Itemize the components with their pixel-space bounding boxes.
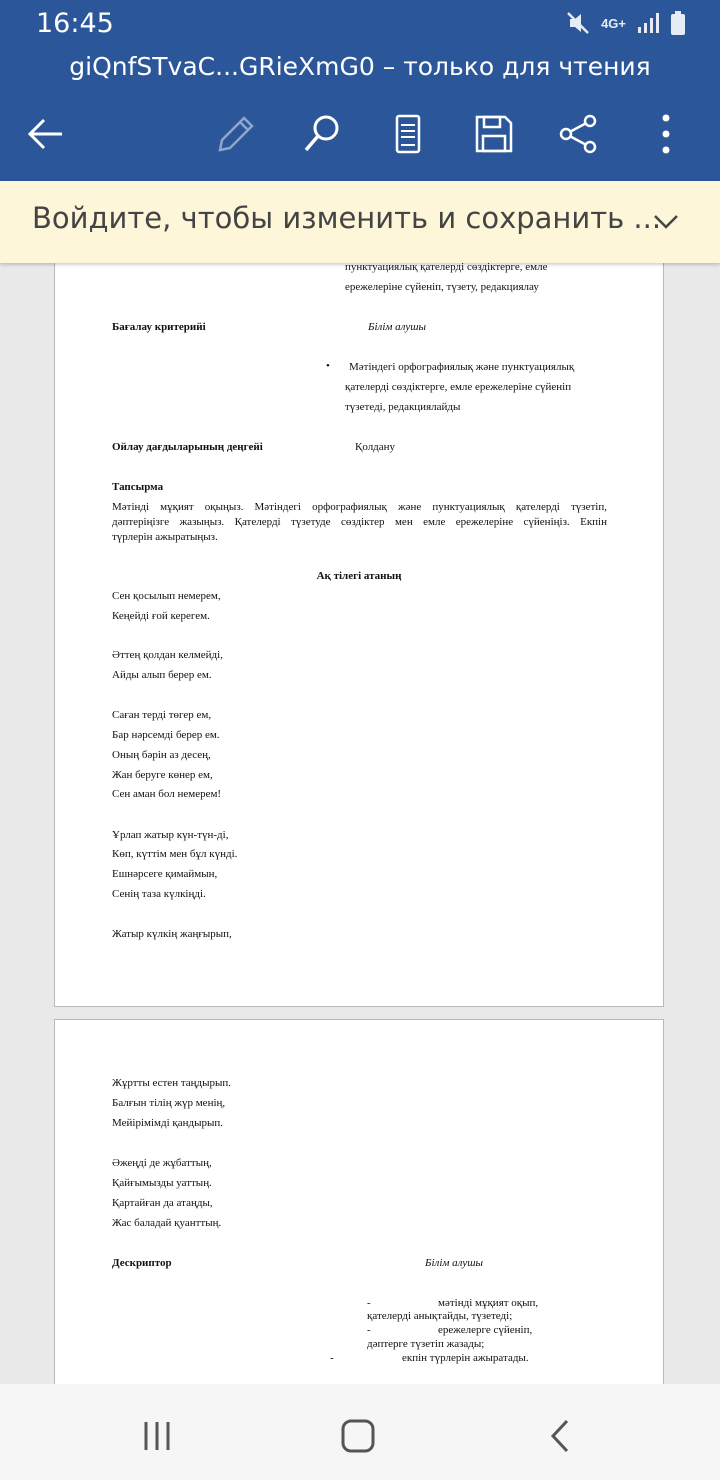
task-line-1: Мәтінді мұқият оқыңыз. Мәтіндегі орфографиялық және пунктуациялық қателерді түзетіп, — [112, 501, 607, 513]
app-header — [0, 0, 720, 181]
save-icon — [472, 112, 516, 156]
thinking-level-value: Қолдану — [355, 441, 396, 453]
poem-line: Қартайған да атаңды, — [112, 1197, 213, 1209]
more-icon — [644, 112, 688, 156]
poem-line: Қайғымызды уаттың. — [112, 1177, 212, 1189]
poem-line: Көп, күттім мен бұл күнді. — [112, 848, 238, 860]
share-icon — [557, 112, 601, 156]
poem-line: Әжеңді де жұбаттың, — [112, 1157, 212, 1169]
bullet-line-2: қателерді сөздіктерге, емле ережелеріне сүйеніп — [345, 381, 572, 393]
chevron-down-icon[interactable] — [650, 208, 682, 236]
descriptor-2-line-1: ережелерге сүйеніп, — [438, 1324, 533, 1336]
descriptor-value: Білім алушы — [425, 1257, 483, 1269]
bullet-mark: • — [326, 360, 330, 372]
edit-button[interactable] — [210, 108, 262, 160]
mute-icon — [565, 10, 591, 36]
poem-line: Кеңейді ғой керегем. — [112, 610, 210, 622]
poem-line: Бар нәрсемді берер ем. — [112, 729, 220, 741]
poem-line: Сен қосылып немерем, — [112, 590, 221, 602]
poem-title: Ақ тілегі атаның — [316, 570, 402, 582]
poem-line: Айды алып берер ем. — [112, 669, 212, 681]
descriptor-3: екпін түрлерін ажыратады. — [402, 1352, 529, 1364]
back-icon — [543, 1418, 579, 1454]
poem-line: Сенің таза күлкіңді. — [112, 888, 206, 900]
reading-view-icon — [386, 112, 430, 156]
back-button[interactable] — [20, 108, 72, 160]
recents-icon — [139, 1418, 175, 1454]
thinking-level-label: Ойлау дағдыларының деңгейі — [112, 441, 263, 453]
poem-line: Ұрлап жатыр күн-түн-ді, — [112, 829, 229, 841]
poem-line: Балғын тілің жүр менің, — [112, 1097, 226, 1109]
status-icons — [565, 10, 686, 36]
descriptor-1-line-1: мәтінді мұқият оқып, — [438, 1297, 539, 1309]
network-type: 4G+ — [601, 15, 626, 31]
search-button[interactable] — [296, 108, 348, 160]
signal-icon — [636, 11, 660, 35]
document-title: giQnfSTvaC...GRieXmG0 – только для чтения — [69, 52, 651, 81]
system-back-button[interactable] — [536, 1411, 586, 1461]
descriptor-2-line-2: дәптерге түзетіп жазады; — [367, 1338, 485, 1350]
descriptor-label: Дескриптор — [112, 1257, 172, 1269]
poem-line: Саған терді төгер ем, — [112, 709, 212, 721]
bullet-line-3: түзетеді, редакциялайды — [345, 401, 461, 413]
document-page-2 — [54, 1019, 664, 1384]
criteria-value: Білім алушы — [368, 321, 426, 333]
document-viewer[interactable] — [0, 263, 720, 1384]
descriptor-dash: - — [367, 1324, 371, 1336]
share-button[interactable] — [553, 108, 605, 160]
task-line-2: дәптеріңізге жазыңыз. Қателерді түзетуде сөздіктер мен емле ережелеріне сүйеніңіз. Екпін — [112, 516, 607, 528]
page1-top-line-partial: пунктуациялық қателерді сөздіктерге, емле — [345, 263, 548, 273]
page1-top-line: ережелеріне сүйеніп, түзету, редакциялау — [345, 281, 539, 293]
criteria-label: Бағалау критерийі — [112, 321, 206, 333]
descriptor-1-line-2: қателерді анықтайды, түзетеді; — [367, 1310, 513, 1322]
sign-in-banner-text: Войдите, чтобы изменить и сохранить ... — [32, 201, 662, 235]
poem-line: Жан беруге көнер ем, — [112, 769, 213, 781]
poem-line: Ешнәрсеге қимаймын, — [112, 868, 218, 880]
poem-line: Сен аман бол немерем! — [112, 788, 222, 800]
poem-line: Жұртты естен таңдырып. — [112, 1077, 232, 1089]
poem-line: Жатыр күлкің жаңғырып, — [112, 928, 232, 940]
bullet-line-1: Мәтіндегі орфографиялық және пунктуациялық — [349, 361, 575, 373]
search-icon — [300, 112, 344, 156]
poem-line: Мейірімімді қандырып. — [112, 1117, 224, 1129]
reading-view-button[interactable] — [382, 108, 434, 160]
poem-line: Әттең қолдан келмейді, — [112, 649, 223, 661]
save-button[interactable] — [468, 108, 520, 160]
sign-in-banner[interactable] — [0, 181, 720, 263]
descriptor-dash: - — [367, 1297, 371, 1309]
recents-button[interactable] — [132, 1411, 182, 1461]
descriptor-dash: - — [330, 1352, 334, 1364]
poem-line: Оның бәрін аз десең, — [112, 749, 211, 761]
task-line-3: түрлерін ажыратыңыз. — [112, 531, 218, 543]
home-icon — [338, 1416, 378, 1456]
more-options-button[interactable] — [640, 108, 692, 160]
task-label: Тапсырма — [112, 481, 164, 493]
document-page-1 — [54, 263, 664, 1007]
home-button[interactable] — [333, 1411, 383, 1461]
poem-line: Жас баладай қуанттың. — [112, 1217, 222, 1229]
battery-icon — [670, 10, 686, 36]
status-time: 16:45 — [36, 8, 114, 39]
back-arrow-icon — [24, 112, 68, 156]
pencil-icon — [214, 112, 258, 156]
